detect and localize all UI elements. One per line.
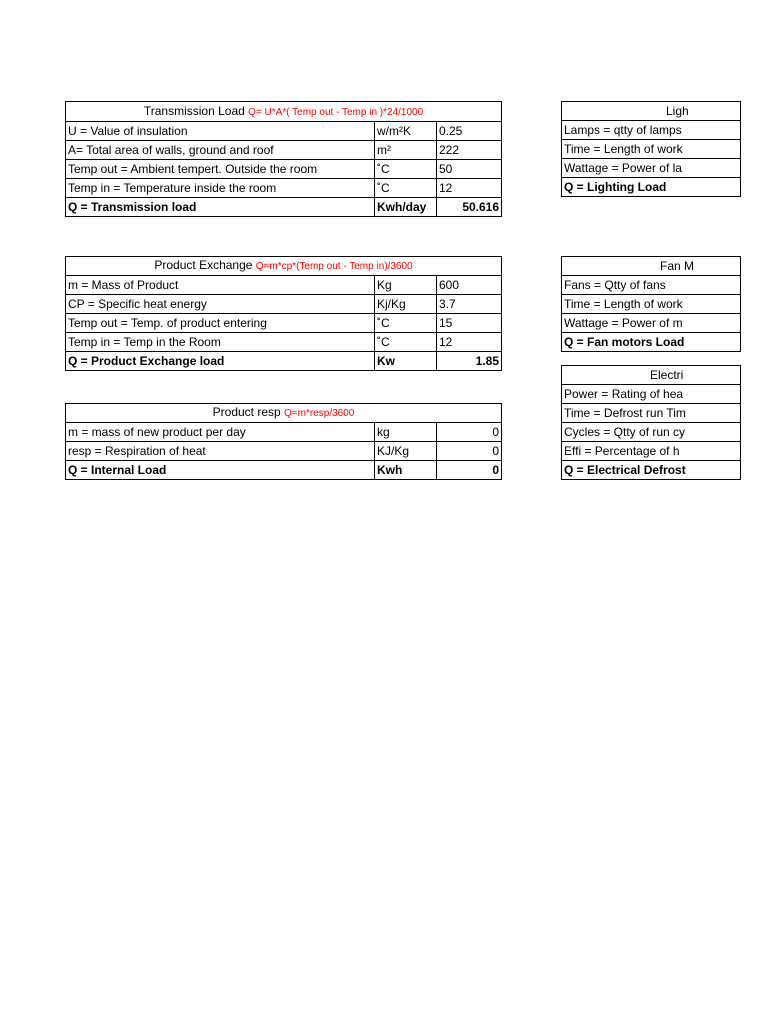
table-total-row: [562, 333, 741, 352]
table-row: [66, 442, 502, 461]
table-row: [66, 423, 502, 442]
row-label: Time = Length of work: [562, 295, 741, 314]
transmission-load-table: [65, 101, 502, 217]
row-label: Fans = Qtty of fans: [562, 276, 741, 295]
table-row: [66, 276, 502, 295]
row-label: Q = Lighting Load: [562, 178, 741, 197]
table-title-row: [66, 404, 502, 423]
row-unit: ˚C: [375, 179, 437, 198]
row-unit: ˚C: [375, 333, 437, 352]
table-row: [562, 314, 741, 333]
table-row: [562, 295, 741, 314]
row-label: Power = Rating of hea: [562, 385, 741, 404]
row-label: Q = Transmission load: [66, 198, 375, 217]
row-unit: Kwh: [375, 461, 437, 480]
table-row: [66, 179, 502, 198]
row-value[interactable]: 12: [437, 333, 502, 352]
table-title-row: [66, 257, 502, 276]
row-unit: w/m²K: [375, 122, 437, 141]
row-label: Cycles = Qtty of run cy: [562, 423, 741, 442]
row-label: Wattage = Power of m: [562, 314, 741, 333]
row-label: Q = Electrical Defrost: [562, 461, 741, 480]
row-value: 50.616: [437, 198, 502, 217]
row-unit: ˚C: [375, 314, 437, 333]
table-formula: Q=m*resp/3600: [284, 408, 355, 419]
electric-table-clip: [561, 365, 686, 480]
row-label: U = Value of insulation: [66, 122, 375, 141]
row-label: Q = Internal Load: [66, 461, 375, 480]
table-row: [66, 122, 502, 141]
row-value: 0: [437, 461, 502, 480]
table-formula: Q= U*A*( Temp out - Temp in )*24/1000: [248, 106, 424, 118]
table-row: [562, 442, 741, 461]
row-unit: Kg: [375, 276, 437, 295]
lighting-table: [561, 101, 741, 197]
row-label: A= Total area of walls, ground and roof: [66, 141, 375, 160]
row-label: Temp in = Temp in the Room: [66, 333, 375, 352]
row-label: Wattage = Power of la: [562, 159, 741, 178]
table-title: Fan M: [562, 257, 741, 276]
table-row: [562, 423, 741, 442]
table-title-row: [562, 366, 741, 385]
table-title-row: [66, 102, 502, 122]
row-unit: Kw: [375, 352, 437, 371]
table-row: [562, 385, 741, 404]
table-title: Product Exchange: [154, 258, 256, 272]
row-value[interactable]: 222: [437, 141, 502, 160]
table-row: [66, 314, 502, 333]
row-unit: ˚C: [375, 160, 437, 179]
row-value[interactable]: 600: [437, 276, 502, 295]
table-row: [562, 276, 741, 295]
table-title-cell: [66, 102, 502, 122]
row-value[interactable]: 15: [437, 314, 502, 333]
row-label: Temp out = Temp. of product entering: [66, 314, 375, 333]
table-title-row: [562, 102, 741, 121]
table-title-row: [562, 257, 741, 276]
table-title: Ligh: [562, 102, 741, 121]
row-label: Time = Length of work: [562, 140, 741, 159]
table-title-cell: [66, 404, 502, 423]
product-resp-table: [65, 403, 502, 480]
table-row: [66, 333, 502, 352]
row-value[interactable]: 12: [437, 179, 502, 198]
table-row: [66, 160, 502, 179]
row-label: Temp in = Temperature inside the room: [66, 179, 375, 198]
table-formula: Q=m*cp*(Temp out - Temp in)/3600: [255, 261, 413, 272]
row-unit: m²: [375, 141, 437, 160]
row-value[interactable]: 0.25: [437, 122, 502, 141]
fan-table-clip: [561, 256, 695, 352]
row-unit: KJ/Kg: [375, 442, 437, 461]
table-total-row: [66, 198, 502, 217]
row-label: resp = Respiration of heat: [66, 442, 375, 461]
row-value[interactable]: 0: [437, 423, 502, 442]
table-row: [562, 140, 741, 159]
table-row: [66, 295, 502, 314]
table-total-row: [562, 461, 741, 480]
row-label: Time = Defrost run Tim: [562, 404, 741, 423]
row-unit: Kj/Kg: [375, 295, 437, 314]
row-label: Effi = Percentage of h: [562, 442, 741, 461]
table-title: Electri: [562, 366, 741, 385]
electric-defrost-table: [561, 365, 741, 480]
table-row: [66, 141, 502, 160]
row-label: m = Mass of Product: [66, 276, 375, 295]
row-label: m = mass of new product per day: [66, 423, 375, 442]
table-row: [562, 159, 741, 178]
table-total-row: [66, 461, 502, 480]
row-label: Q = Fan motors Load: [562, 333, 741, 352]
row-unit: Kwh/day: [375, 198, 437, 217]
row-label: Lamps = qtty of lamps: [562, 121, 741, 140]
lighting-table-clip: [561, 101, 689, 197]
row-value[interactable]: 3.7: [437, 295, 502, 314]
fan-table: [561, 256, 741, 352]
row-label: Q = Product Exchange load: [66, 352, 375, 371]
table-title-cell: [66, 257, 502, 276]
table-total-row: [562, 178, 741, 197]
row-value[interactable]: 0: [437, 442, 502, 461]
row-unit: kg: [375, 423, 437, 442]
row-label: CP = Specific heat energy: [66, 295, 375, 314]
row-value[interactable]: 50: [437, 160, 502, 179]
table-title: Transmission Load: [143, 103, 249, 118]
table-title: Product resp: [212, 405, 285, 419]
row-value: 1.85: [437, 352, 502, 371]
table-total-row: [66, 352, 502, 371]
product-exchange-table: [65, 256, 502, 371]
table-row: [562, 404, 741, 423]
row-label: Temp out = Ambient tempert. Outside the room: [66, 160, 375, 179]
table-row: [562, 121, 741, 140]
